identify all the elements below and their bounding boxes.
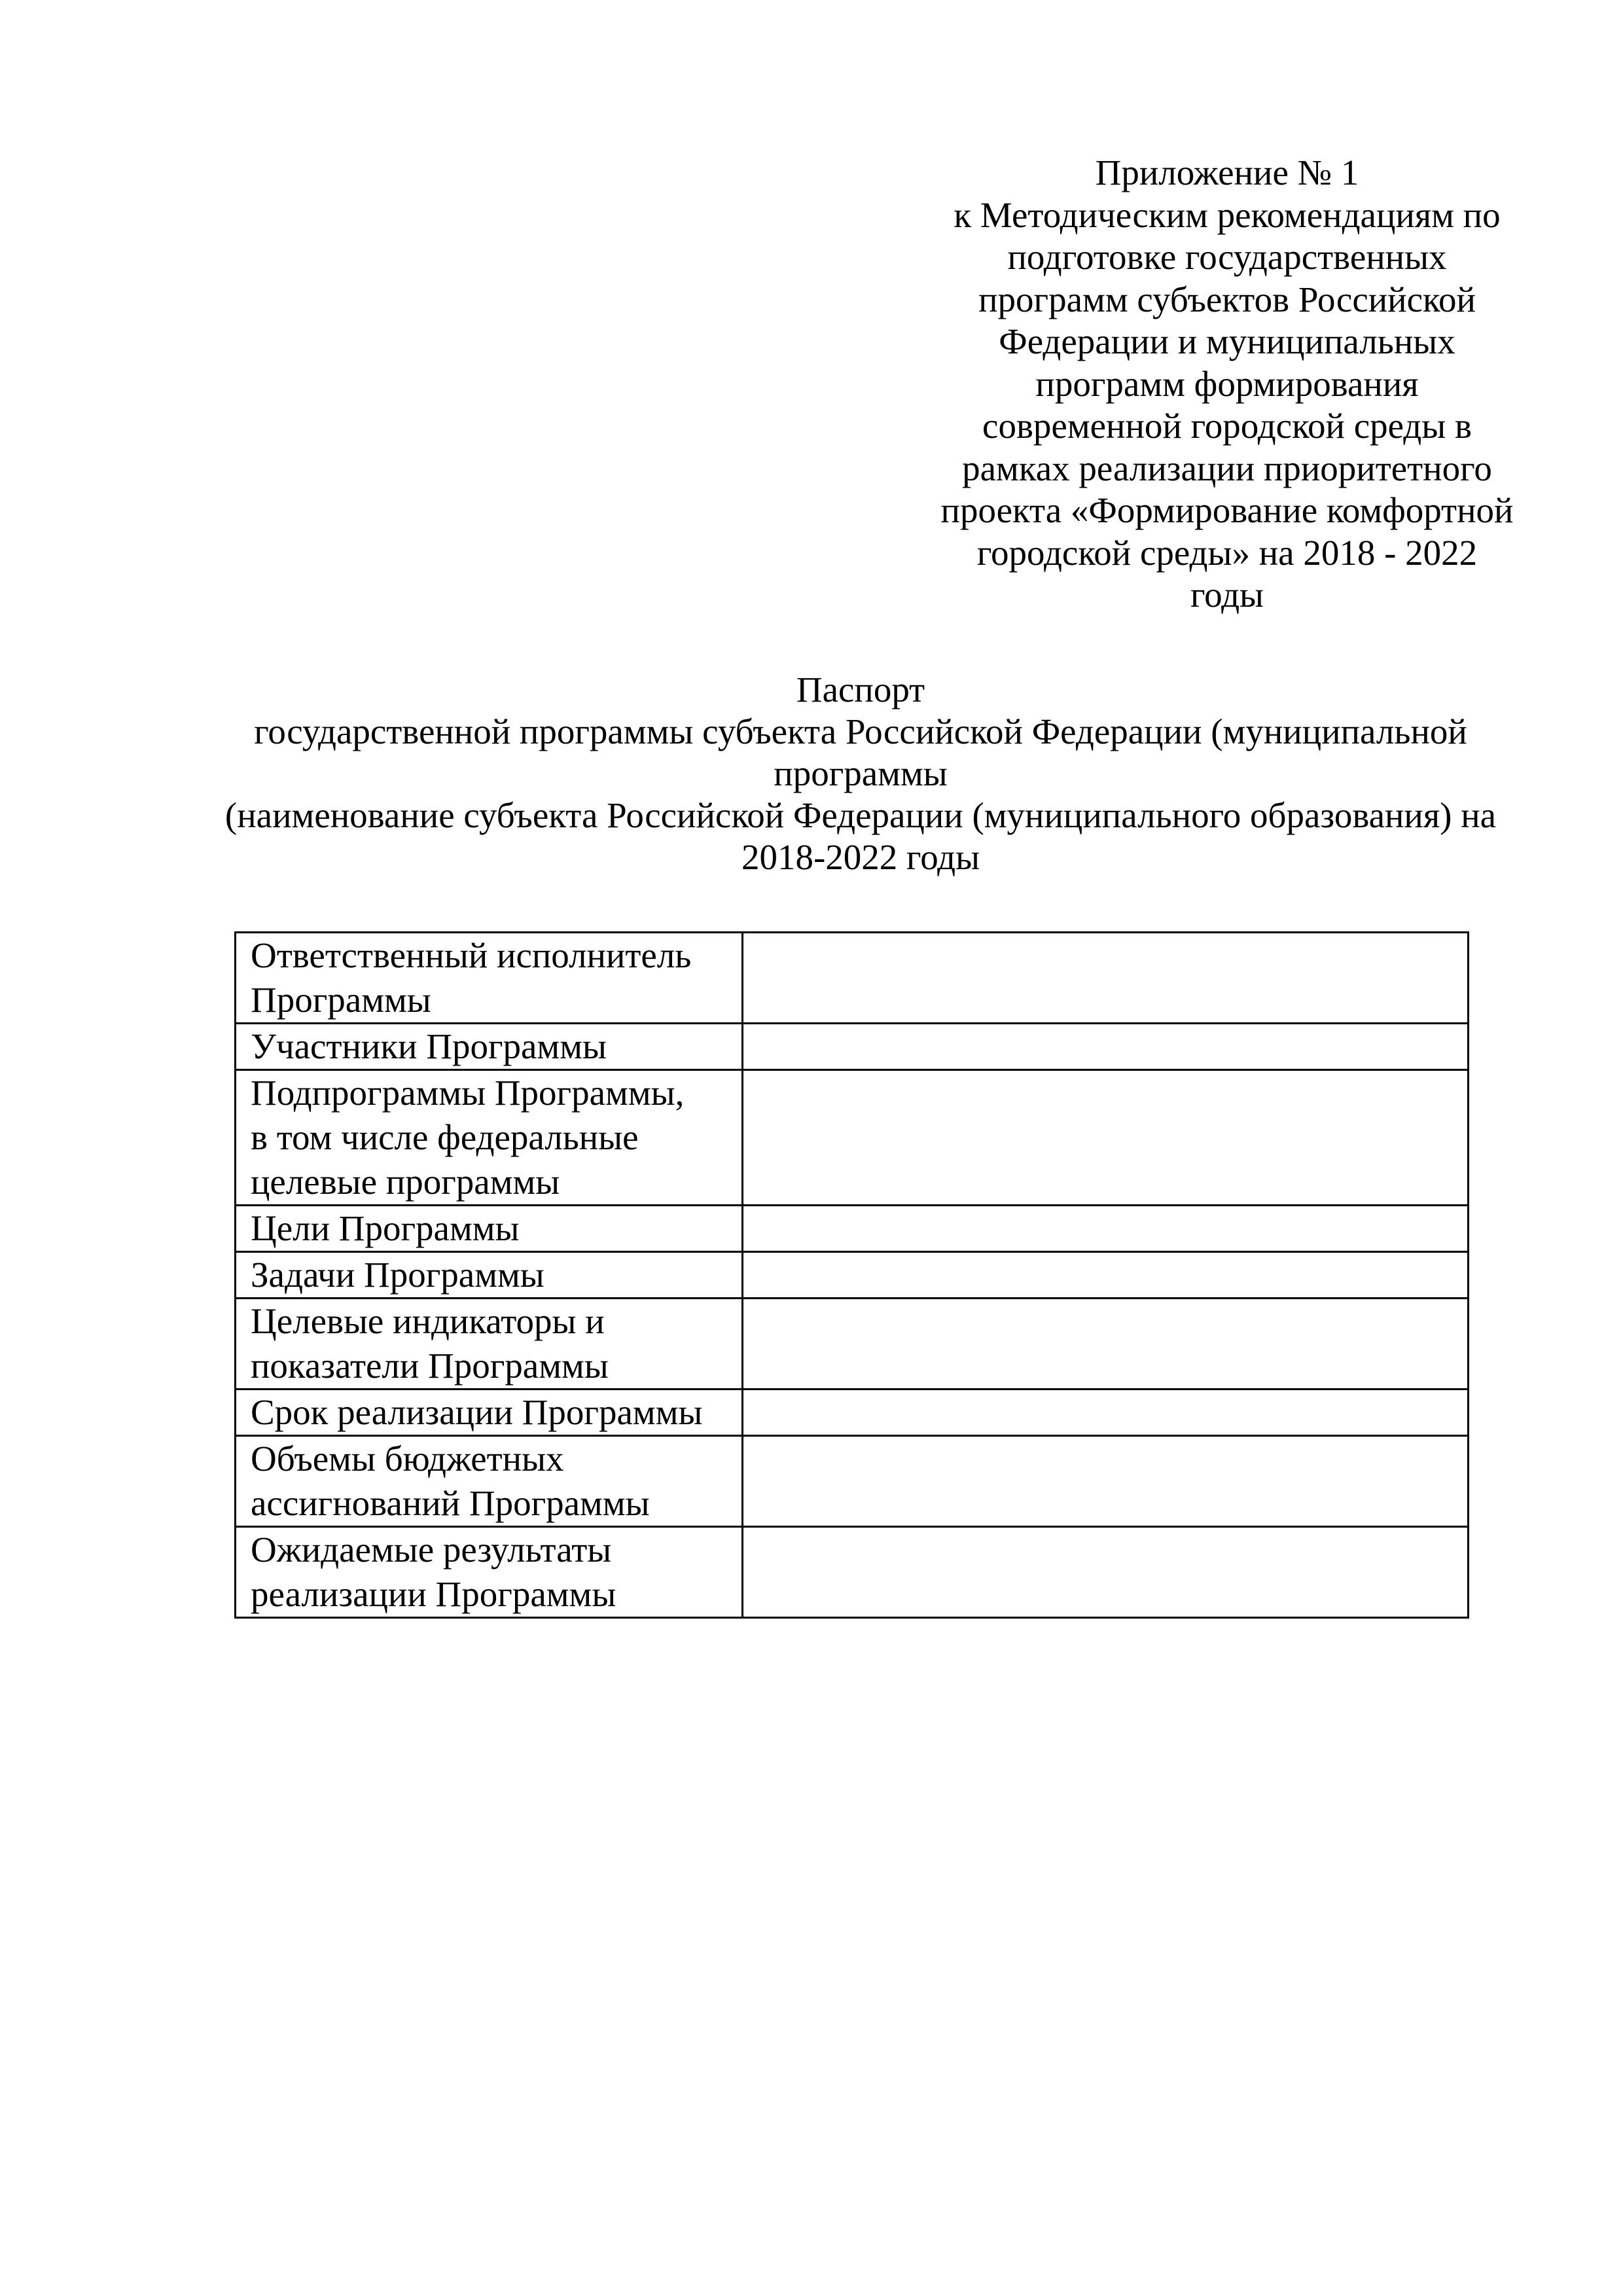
passport-title: Паспорт [796,670,925,709]
table-row [236,933,1469,1024]
row-value [743,1252,1469,1299]
appendix-line: Федерации и муниципальных [999,321,1455,361]
row-value [743,1070,1469,1206]
appendix-line: Приложение № 1 [1095,152,1359,192]
passport-line: 2018-2022 годы [741,837,980,877]
table-row [236,1070,1469,1206]
appendix-line: программ формирования [1035,363,1419,404]
row-label: Целевые индикаторы и показатели Программы [236,1299,743,1390]
table-row [236,1206,1469,1252]
row-value [743,1390,1469,1436]
appendix-line: проекта «Формирование комфортной [940,490,1514,530]
appendix-line: рамках реализации приоритетного [962,448,1492,488]
passport-line: государственной программы субъекта Российской Федерации (муниципальной [254,711,1467,751]
appendix-line: к Методическим рекомендациям по [954,194,1501,235]
table-row [236,1252,1469,1299]
row-label: Ответственный исполнитель Программы [236,933,743,1024]
row-value [743,1436,1469,1527]
appendix-line: подготовке государственных [1007,237,1447,277]
appendix-line: городской среды» на 2018 - 2022 [976,532,1478,573]
row-value [743,1024,1469,1070]
passport-line: программы [774,753,948,793]
appendix-line: программ субъектов Российской [978,279,1476,319]
row-label: Подпрограммы Программы, в том числе федеральные целевые программы [236,1070,743,1206]
table-row [236,1527,1469,1618]
row-value [743,1299,1469,1390]
appendix-line: современной городской среды в [982,406,1472,446]
table-row [236,1436,1469,1527]
row-label: Цели Программы [236,1206,743,1252]
row-value [743,1206,1469,1252]
row-label: Задачи Программы [236,1252,743,1299]
table-row [236,1390,1469,1436]
row-value [743,1527,1469,1618]
appendix-line: годы [1190,575,1264,615]
passport-heading [105,669,1616,878]
passport-table [234,931,1469,1619]
passport-line: (наименование субъекта Российской Федерации (муниципального образования) на [224,795,1497,835]
appendix-header [919,152,1535,617]
row-value [743,933,1469,1024]
table-row [236,1024,1469,1070]
row-label: Срок реализации Программы [236,1390,743,1436]
table-row [236,1299,1469,1390]
row-label: Участники Программы [236,1024,743,1070]
row-label: Объемы бюджетных ассигнований Программы [236,1436,743,1527]
row-label: Ожидаемые результаты реализации Программы [236,1527,743,1618]
